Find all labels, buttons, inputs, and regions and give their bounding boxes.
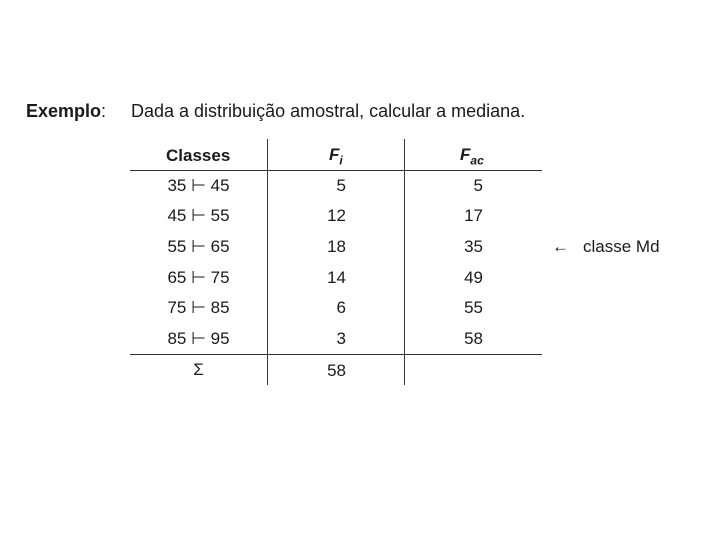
sum-symbol: Σ [193, 360, 204, 379]
cell-fac: 49 [464, 268, 483, 287]
example-colon: : [101, 101, 107, 121]
example-heading [26, 101, 526, 122]
median-class-annotation [552, 237, 660, 257]
header-fi-main: F [329, 145, 340, 164]
header-fac-sub: ac [470, 153, 484, 168]
header-classes: Classes [166, 146, 231, 165]
cell-classes: 45 ⊢ 55 [167, 206, 230, 225]
header-fac-main: F [460, 145, 471, 164]
cell-fac: 58 [464, 329, 483, 348]
header-rule [130, 170, 542, 171]
total-fi: 58 [327, 361, 346, 380]
cell-fi: 18 [327, 237, 346, 256]
header-fac [460, 145, 484, 167]
cell-classes: 35 ⊢ 45 [167, 176, 230, 195]
cell-classes: 75 ⊢ 85 [167, 298, 230, 317]
cell-fi: 14 [327, 268, 346, 287]
problem-statement: Dada a distribuição amostral, calcular a mediana. [131, 101, 526, 121]
left-arrow-icon: ← [552, 237, 569, 256]
cell-fac: 17 [464, 206, 483, 225]
cell-fi: 3 [336, 329, 346, 348]
cell-fac: 35 [464, 237, 483, 256]
cell-fac: 5 [473, 176, 483, 195]
header-fi [329, 145, 343, 167]
total-rule [130, 354, 542, 355]
cell-classes: 65 ⊢ 75 [167, 268, 230, 287]
cell-classes: 55 ⊢ 65 [167, 237, 230, 256]
median-class-label: classe Md [583, 237, 660, 256]
cell-fac: 55 [464, 298, 483, 317]
example-label: Exemplo [26, 101, 102, 121]
cell-fi: 12 [327, 206, 346, 225]
header-fi-sub: i [339, 153, 343, 168]
cell-fi: 5 [336, 176, 346, 195]
cell-classes: 85 ⊢ 95 [167, 329, 230, 348]
cell-fi: 6 [336, 298, 346, 317]
